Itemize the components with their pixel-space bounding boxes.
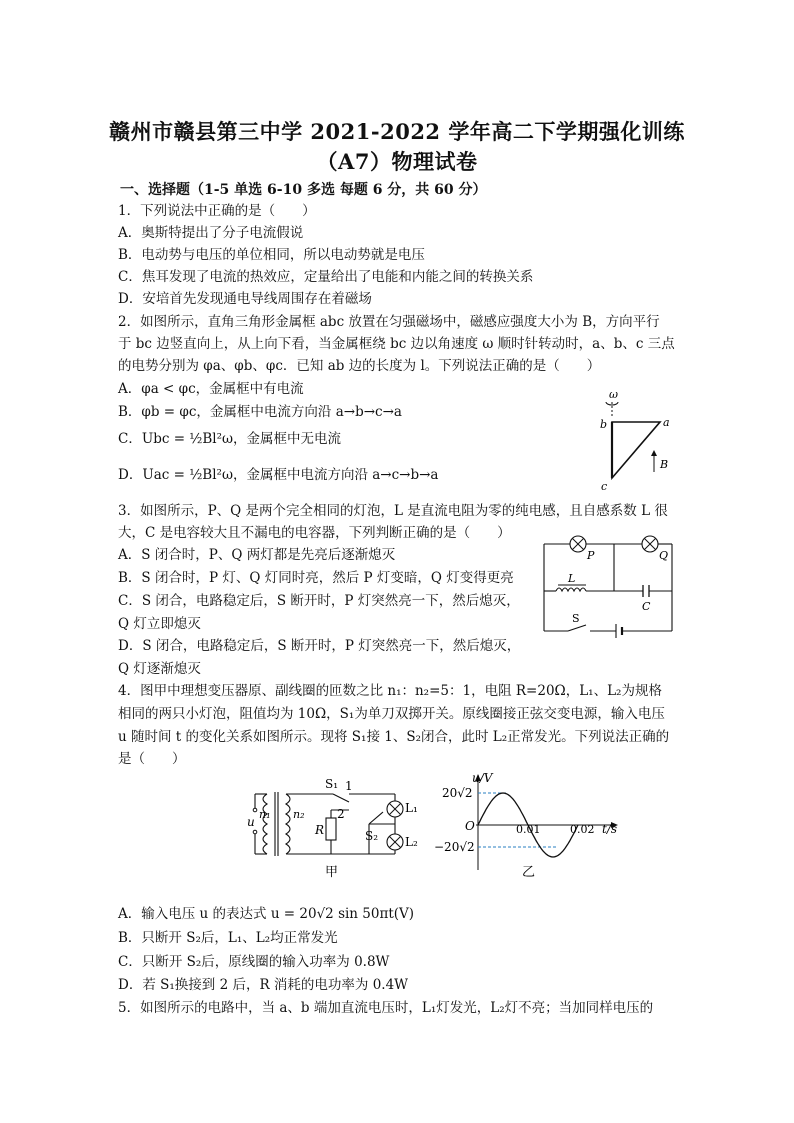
q2-stem-1: 2．如图所示，直角三角形金属框 abc 放置在匀强磁场中，磁感应强度大小为 B，方向平行 (118, 314, 660, 330)
lamp-l1-icon (387, 801, 403, 817)
field-arrowhead-icon (651, 450, 657, 456)
q3-option-d1: D．S 闭合，电路稳定后，S 断开时，P 灯突然亮一下，然后熄灭， (118, 638, 521, 654)
q3-option-a: A．S 闭合时，P、Q 两灯都是先亮后逐渐熄灭 (118, 547, 396, 563)
q4-fig-u: u (247, 815, 255, 829)
q3-fig-Q: Q (659, 549, 669, 562)
q3-stem-1: 3．如图所示，P、Q 是两个完全相同的灯泡，L 是直流电阻为零的纯电感，且自感系数 L 很 (118, 503, 668, 519)
q4-option-d: D．若 S₁换接到 2 后，R 消耗的电功率为 0.4W (118, 977, 409, 993)
graph-xlabel: t/s (602, 822, 618, 836)
q3-option-c1: C．S 闭合，电路稳定后，S 断开时，P 灯突然亮一下，然后熄灭， (118, 593, 520, 609)
q4-fig-R: R (315, 823, 325, 837)
q4-option-a: A．输入电压 u 的表达式 u = 20√2 sin 50πt(V) (118, 906, 415, 922)
q4-transformer-figure (245, 774, 425, 884)
q2-option-c: C．Ubc = ½Bl²ω，金属框中无电流 (118, 431, 342, 447)
q4-option-c: C．只断开 S₂后，原线圈的输入功率为 0.8W (118, 954, 390, 970)
q4-fig-L1: L₁ (405, 801, 418, 815)
q4-stem-3: u 随时间 t 的变化关系如图所示。现将 S₁接 1、S₂闭合，此时 L₂正常发光。下列说法正确的 (118, 729, 670, 745)
q2-fig-omega: ω (609, 388, 618, 401)
q3-option-b: B．S 闭合时，P 灯、Q 灯同时亮，然后 P 灯变暗，Q 灯变得更亮 (118, 570, 514, 586)
graph-ymin-label: −20√2 (434, 840, 475, 854)
q2-option-b: B．φb = φc，金属框中电流方向沿 a→b→c→a (118, 404, 402, 420)
q1-option-b: B．电动势与电压的单位相同，所以电动势就是电压 (118, 247, 425, 263)
lamp-q-icon (642, 536, 658, 552)
q2-triangle-figure (592, 384, 682, 494)
q3-option-c2: Q 灯立即熄灭 (118, 616, 201, 632)
q3-stem-2: 大，C 是电容较大且不漏电的电容器，下列判断正确的是（ ） (118, 525, 511, 541)
graph-ylabel: u/V (472, 771, 493, 785)
q4-fig-caption-yi: 乙 (522, 865, 536, 880)
lamp-l2-icon (387, 834, 403, 850)
terminal (253, 830, 257, 834)
q2-fig-a: a (663, 416, 670, 429)
section-heading: 一、选择题（1-5 单选 6-10 多选 每题 6 分，共 60 分） (120, 182, 487, 198)
q2-fig-b: b (600, 418, 608, 431)
q3-circuit-figure (542, 534, 674, 634)
q3-fig-L: L (568, 572, 576, 585)
lamp-p-icon (570, 536, 586, 552)
exam-title-line2: （A7）物理试卷 (316, 149, 478, 174)
q2-option-a: A．φa < φc，金属框中有电流 (118, 381, 304, 397)
q4-fig-n2: n₂ (293, 808, 305, 821)
q1-option-d: D．安培首先发现通电导线周围存在着磁场 (118, 291, 372, 307)
q4-voltage-graph (432, 770, 632, 882)
q4-fig-contact-1: 1 (345, 779, 353, 793)
q2-option-d: D．Uac = ½Bl²ω，金属框中电流方向沿 a→c→b→a (118, 467, 439, 483)
q4-fig-caption-jia: 甲 (325, 865, 339, 880)
q4-fig-n1: n₁ (259, 808, 271, 821)
exam-title-line1: 赣州市赣县第三中学 2021-2022 学年高二下学期强化训练 (109, 119, 685, 144)
graph-tick-002: 0.02 (570, 823, 595, 836)
graph-ymax-label: 20√2 (442, 786, 473, 800)
q4-fig-S1: S₁ (325, 777, 339, 791)
graph-origin-label: O (465, 819, 475, 833)
q4-option-b: B．只断开 S₂后，L₁、L₂均正常发光 (118, 930, 338, 946)
q2-stem-3: 的电势分别为 φa、φb、φc．已知 ab 边的长度为 l。下列说法正确的是（ ） (118, 358, 601, 374)
q3-fig-P: P (587, 549, 595, 562)
q1-stem: 1．下列说法中正确的是（ ） (118, 203, 316, 219)
q4-stem-1: 4．图甲中理想变压器原、副线圈的匝数之比 n₁：n₂=5：1，电阻 R=20Ω，L₁、L₂为规格 (118, 683, 662, 699)
q2-fig-B: B (660, 458, 669, 471)
triangle-frame (612, 422, 660, 478)
q4-fig-contact-2: 2 (337, 807, 345, 821)
q4-stem-2: 相同的两只小灯泡，阻值均为 10Ω，S₁为单刀双掷开关。原线圈接正弦交变电源，输入电压 (118, 706, 665, 722)
q2-stem-2: 于 bc 边竖直向上，从上向下看，当金属框绕 bc 边以角速度 ω 顺时针转动时，a、b、c 三点 (118, 336, 675, 352)
resistor-r (326, 818, 336, 840)
q2-fig-c: c (601, 480, 608, 493)
q1-option-a: A．奥斯特提出了分子电流假说 (118, 225, 304, 241)
q5-stem-1: 5．如图所示的电路中，当 a、b 端加直流电压时，L₁灯发光，L₂灯不亮；当加同样电压的 (118, 1000, 654, 1016)
terminal (253, 808, 257, 812)
q4-fig-S2: S₂ (365, 829, 379, 843)
q1-option-c: C．焦耳发现了电流的热效应，定量给出了电能和内能之间的转换关系 (118, 269, 534, 285)
q4-fig-L2: L₂ (405, 835, 418, 849)
graph-tick-001: 0.01 (516, 823, 541, 836)
q4-stem-4: 是（ ） (118, 751, 186, 767)
q3-option-d2: Q 灯逐渐熄灭 (118, 661, 201, 677)
q3-fig-S: S (572, 612, 580, 625)
q3-fig-C: C (642, 600, 651, 613)
